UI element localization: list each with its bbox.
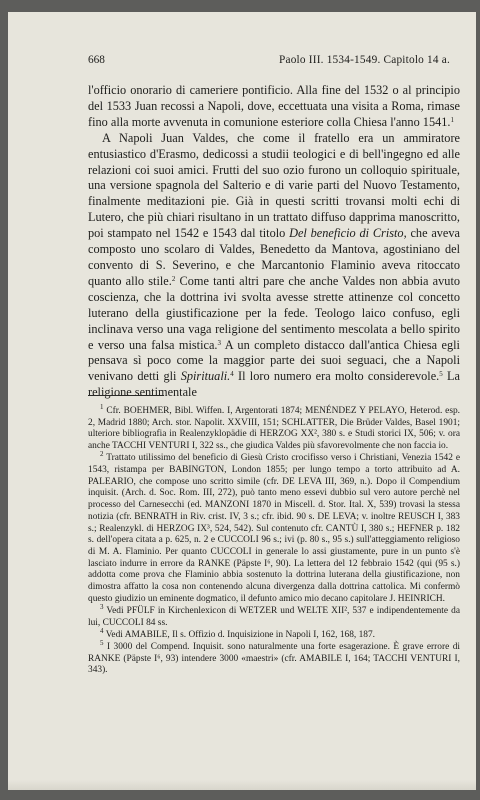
- footnote-ref-3: 3: [217, 338, 221, 347]
- footnote-mark: 3: [100, 602, 104, 611]
- footnote-ref-5: 5: [439, 370, 443, 379]
- footnote-ref-2: 2: [171, 274, 176, 283]
- footnote-mark: 4: [100, 626, 104, 635]
- paragraph-1: [88, 83, 460, 131]
- paragraph-2: [88, 131, 460, 401]
- footnote-ref-1: 1: [450, 115, 454, 124]
- main-text: [88, 83, 460, 401]
- footnote-text: I 3000 del Compend. Inquisit. sono naturalmente una forte esagerazione. È grave errore di RANKE (Päpste I⁶, 93) intendere 3000 «maestri» (cfr. AMABILE I, 164; TACCHI VENTURI I, 343).: [88, 642, 460, 676]
- footnote-1: [88, 403, 461, 453]
- footnote-text: Vedi PFÜLF in Kirchenlexicon di WETZER und WELTE XII², 537 e indipendentemente da lui, CUCCOLI 84 ss.: [88, 605, 460, 628]
- footnote-text: Vedi AMABILE, Il s. Offizio d. Inquisizione in Napoli I, 162, 168, 187.: [105, 629, 376, 640]
- footnote-text: Cfr. BOEHMER, Bibl. Wiffen. I, Argentorati 1874; MENÉNDEZ Y PELAYO, Heterod. esp. 2, Madrid 1880; Arch. stor. Napolit. XXVIII, 151; SCHLATTER, Die Brüder Valdes, Basel 1901; ulteriore bibliografia in Realenzyklopädie di HERZOG XX², 380 s. e Studi storici IX, 506; v. ora anche TACCHI VENTURI I, 322 ss., che giudica Valdes più sfavorevolmente che non faccia io.: [88, 406, 461, 452]
- paragraph-2-text-a: A Napoli Juan Valdes, che come il fratello era un ammiratore entusiastico d'Erasmo, dedicossi a studii teologici e di bell'ingegno ed alle relazioni coi suoi amici. Frutti del suo ozio furono un colloquio spirituale, una versione spagnola del Salterio e di varie parti del Nuovo Testamento, finalmente meditazioni pie. Già in questi scritti trovansi molti echi di Lutero, che più chiari risultano in un trattato diffuso dapprima manoscritto, poi stampato nel 1542 e 1543 dal titolo: [88, 130, 460, 241]
- spirituali-term: Spirituali.: [180, 369, 231, 384]
- paragraph-2-text-d: A un completo distacco dall'antica Chiesa egli pensava sì poco come la maggior parte dei suoi seguaci, che a Napoli venivano detti gli: [88, 337, 460, 384]
- footnote-ref-4: 4: [230, 370, 234, 379]
- book-page: [8, 12, 476, 790]
- footnote-separator: [88, 395, 164, 396]
- footnote-mark: 2: [100, 450, 104, 459]
- paragraph-2-text-b: che aveva composto uno scolaro di Valdes, Benedetto da Mantova, agostiniano del convento di S. Severino, e che Marcantonio Flaminio aveva ritoccato quanto allo stile.: [88, 226, 460, 288]
- footnote-mark: 1: [100, 403, 104, 411]
- footnote-3: [88, 602, 460, 629]
- running-title: Paolo III. 1534-1549. Capitolo 14 a.: [279, 54, 450, 66]
- page-number: 668: [88, 54, 105, 66]
- work-title: Del beneficio di Cristo,: [289, 226, 407, 241]
- paragraph-1-text: l'officio onorario di cameriere pontificio. Alla fine del 1532 o al principio del 1533 Juan recossi a Napoli, dove, eccettuata una visita a Roma, rimase fino alla morte avvenuta in comunione esteriore colla Chiesa l'anno 1541.: [88, 83, 460, 129]
- footnote-5: [88, 639, 460, 677]
- footnote-4: [88, 626, 460, 642]
- page-edge-shadow: [8, 780, 476, 790]
- footnote-mark: 5: [100, 639, 104, 648]
- footnotes: [88, 403, 461, 677]
- paragraph-2-text-c: Come tanti altri pare che anche Valdes non abbia avuto coscienza, che la dottrina ivi svolta avesse strette attinenze col concetto luterano della giustificazione per la fede. Teologo laico confuso, egli inclinava verso una vaga religione del sentimento mescolata a bello spirito e verso una falsa mistica.: [88, 273, 461, 352]
- footnote-2: [88, 450, 460, 605]
- paragraph-2-text-e: Il loro numero era molto considerevole.: [238, 369, 440, 384]
- footnote-text: Trattato utilissimo del beneficio di Giesù Cristo crocifisso verso i Christiani, Venezia 1542 e 1543, ristampa per BABINGTON, London 1855; per lungo tempo a torto attribuito ad A. PALEARIO, che compose uno scritto simile (cfr. DE LEVA III, 369, n.). Dopo il Compendium inquisit. (Arch. d. Soc. Rom. III, 272), può tanto meno essevi dubbio sul vero autore perchè nel processo del Carnesecchi (ed. MANZONI 1870 in Miscell. d. Stor. Ital. X, 539) trovasi la stessa notizia (cfr. BENRATH in Riv. crist. IV, 3 s.; cfr. ibid. 90 s. DE LEVA; v. inoltre REUSCH I, 383 s.; Realenzykl. di HERZOG IX³, 524, 542). Sul contenuto cfr. CANTÙ I, 380 s.; HEFNER p. 182 s. dell'opera citata a p. 625, n. 2 e CUCCOLI 96 s.; ivi (p. 80 s., 95 s.) sull'atteggiamento religioso di M. A. Flaminio. Per quanto CUCCOLI in generale lo assi giustamente, pure in un punto s'è lasciato indurre in errore da RANKE (Päpste I⁶, 90). La lettera del 12 febbraio 1542 (qui (95 s.) addotta come prova che Flaminio abbia sostenuto la dottrina luterana della giustificazione, non dimostra affatto la cosa non contenendo alcuna divergenza dalla dottrina cattolica. Mi confermò questo giudizio un eminente dogmatico, il defunto amico mio decano capitolare J. HEINRICH.: [88, 453, 460, 604]
- paragraph-2-text-f: La religione sentimentale: [88, 369, 461, 400]
- running-header: [88, 54, 458, 70]
